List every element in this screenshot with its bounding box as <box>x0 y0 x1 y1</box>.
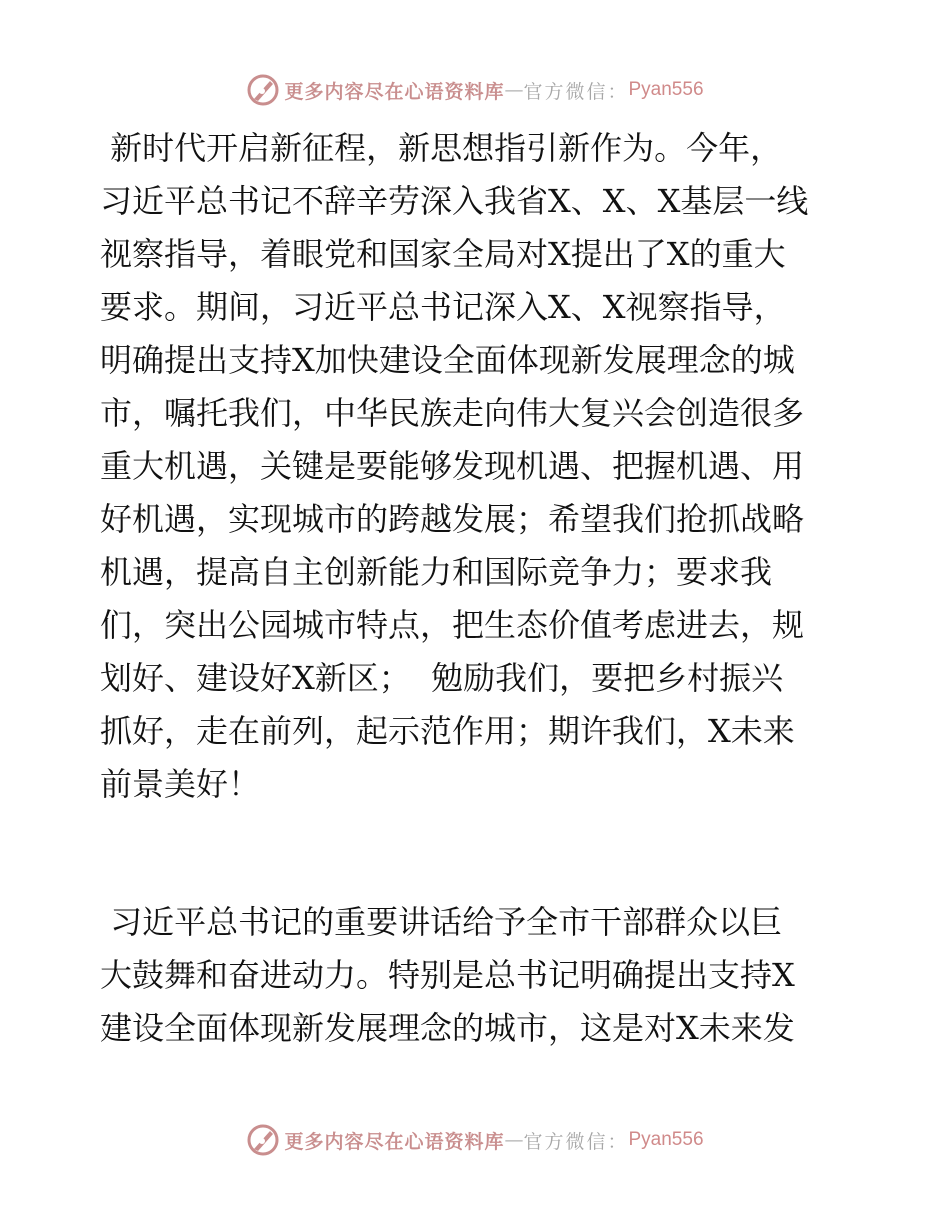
text-line: 建设全面体现新发展理念的城市，这是对X未来发 <box>100 1009 795 1047</box>
watermark-site-text: 更多内容尽在心语资料库 <box>284 80 505 103</box>
paragraph-2 <box>100 896 860 1055</box>
watermark-wechat-id: Pyan556 <box>628 1129 704 1150</box>
quill-logo-icon <box>246 73 280 107</box>
text-line: 新时代开启新征程，新思想指引新作为。今年， <box>100 129 783 167</box>
watermark-site-text: 更多内容尽在心语资料库 <box>284 1130 505 1153</box>
text-line: 习近平总书记的重要讲话给予全市干部群众以巨 <box>100 903 783 941</box>
watermark-wechat-id: Pyan556 <box>628 79 704 100</box>
text-line: 划好、建设好X新区； 勉励我们，要把乡村振兴 <box>100 659 784 697</box>
text-line: 前景美好！ <box>100 765 261 803</box>
text-line: 重大机遇，关键是要能够发现机遇、把握机遇、用 <box>100 447 805 485</box>
text-line: 要求。期间，习近平总书记深入X、X视察指导， <box>100 288 786 326</box>
text-line: 抓好，走在前列，起示范作用；期许我们，X未来 <box>100 712 795 750</box>
quill-logo-icon <box>246 1123 280 1157</box>
text-line: 好机遇，实现城市的跨越发展；希望我们抢抓战略 <box>100 500 805 538</box>
watermark-footer <box>0 1120 950 1160</box>
watermark-wechat-label: 官方微信： <box>523 1130 629 1153</box>
text-line: 习近平总书记不辞辛劳深入我省X、X、X基层一线 <box>100 182 809 220</box>
paragraph-1 <box>100 122 860 811</box>
text-line: 们，突出公园城市特点，把生态价值考虑进去，规 <box>100 606 805 644</box>
text-line: 视察指导，着眼党和国家全局对X提出了X的重大 <box>100 235 786 273</box>
watermark-wechat-label: 官方微信： <box>523 80 629 103</box>
text-line: 市，嘱托我们，中华民族走向伟大复兴会创造很多 <box>100 394 805 432</box>
watermark-dash: — <box>504 79 524 101</box>
watermark-header <box>0 70 950 110</box>
watermark-dash: — <box>504 1129 524 1151</box>
text-line: 大鼓舞和奋进动力。特别是总书记明确提出支持X <box>100 956 795 994</box>
text-line: 机遇，提高自主创新能力和国际竞争力；要求我 <box>100 553 773 591</box>
text-line: 明确提出支持X加快建设全面体现新发展理念的城 <box>100 341 795 379</box>
